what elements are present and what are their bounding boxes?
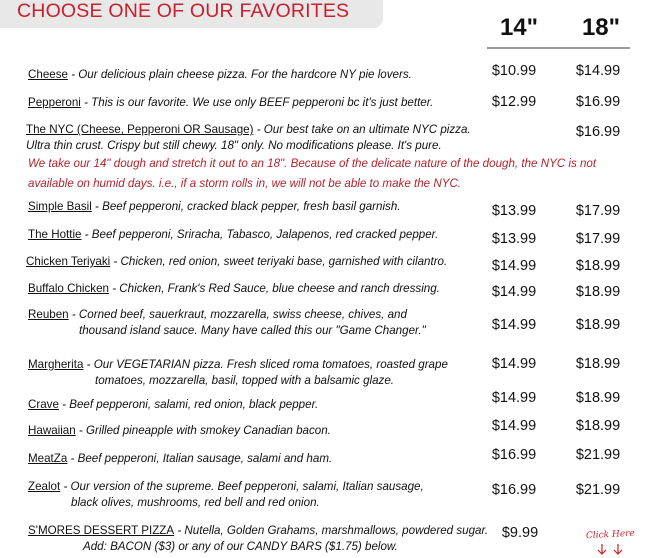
menu-item-pepperoni xyxy=(28,95,433,111)
item-desc: - This is our favorite. We use only BEEF pepperoni bc it's just better. xyxy=(80,96,434,109)
item-name: Chicken Teriyaki xyxy=(26,255,111,268)
item-name: S'MORES DESSERT PIZZA xyxy=(28,524,175,537)
price-18: $17.99 xyxy=(575,203,621,219)
down-arrows-icon[interactable] xyxy=(596,544,630,556)
item-desc: - Our delicious plain cheese pizza. For the hardcore NY pie lovers. xyxy=(67,68,412,81)
menu-item-simple-basil xyxy=(28,199,401,215)
menu-item-cheese xyxy=(28,67,412,83)
item-desc: - Beef pepperoni, Sriracha, Tabasco, Jalapenos, red cracked pepper. xyxy=(81,228,439,241)
item-desc: - Chicken, Frank's Red Sauce, blue cheese and ranch dressing. xyxy=(109,282,440,295)
price-14: $12.99 xyxy=(491,94,537,110)
item-name: The Hottie xyxy=(28,228,82,241)
nyc-note-line1: We take our 14" dough and stretch it out to an 18". Because of the delicate nature of the dough, the NYC is not xyxy=(28,157,597,170)
price-14: $14.99 xyxy=(491,317,537,333)
column-header-18: 18" xyxy=(581,14,621,41)
item-desc: - Our best take on an ultimate NYC pizza. xyxy=(253,123,471,136)
item-name: Reuben xyxy=(28,308,69,321)
item-desc-line2: Add: BACON ($3) or any of our CANDY BARS ($1.75) below. xyxy=(83,540,398,553)
item-name: Cheese xyxy=(28,68,68,81)
page-title: CHOOSE ONE OF OUR FAVORITES xyxy=(17,0,350,22)
price-18: $16.99 xyxy=(575,94,621,110)
price-18: $17.99 xyxy=(575,231,621,247)
item-desc: - Corned beef, sauerkraut, mozzarella, swiss cheese, chives, and xyxy=(68,308,407,321)
price-14: $16.99 xyxy=(491,447,537,463)
click-here-link[interactable]: Click Here xyxy=(585,528,636,542)
price-14: $14.99 xyxy=(491,284,537,300)
price-14: $14.99 xyxy=(491,418,537,434)
item-desc-line2: black olives, mushrooms, red bell and red onion. xyxy=(71,496,320,509)
item-name: Crave xyxy=(28,398,59,411)
price-18: $21.99 xyxy=(575,447,621,463)
price-14: $16.99 xyxy=(491,482,537,498)
item-name: Buffalo Chicken xyxy=(28,282,109,295)
price-18: $16.99 xyxy=(575,124,621,140)
column-divider xyxy=(487,47,630,49)
menu-item-crave xyxy=(28,397,318,413)
item-desc-line2: Ultra thin crust. Crispy but still chewy. 18" only. No modifications please. It's pure. xyxy=(26,139,442,152)
item-desc: - Our version of the supreme. Beef pepperoni, salami, Italian sausage, xyxy=(60,480,424,493)
item-desc: - Our VEGETARIAN pizza. Fresh sliced roma tomatoes, roasted grape xyxy=(83,358,448,371)
item-desc: - Beef pepperoni, salami, red onion, black pepper. xyxy=(58,398,319,411)
item-name: Pepperoni xyxy=(28,96,81,109)
price-18: $18.99 xyxy=(575,284,621,300)
menu-item-meatza xyxy=(28,451,332,467)
menu-item-the-nyc xyxy=(26,122,471,154)
price-18: $18.99 xyxy=(575,390,621,406)
item-desc: - Beef pepperoni, Italian sausage, salami and ham. xyxy=(67,452,333,465)
item-name: MeatZa xyxy=(28,452,68,465)
price-18: $21.99 xyxy=(575,482,621,498)
price-14: $14.99 xyxy=(491,356,537,372)
item-desc-line2: tomatoes, mozzarella, basil, topped with a balsamic glaze. xyxy=(95,374,395,387)
menu-item-smores-dessert-pizza xyxy=(28,523,488,555)
menu-item-the-hottie xyxy=(28,227,438,243)
price-14: $10.99 xyxy=(491,63,537,79)
price-18: $18.99 xyxy=(575,317,621,333)
item-desc: - Grilled pineapple with smokey Canadian bacon. xyxy=(75,424,331,437)
price-18: $18.99 xyxy=(575,418,621,434)
nyc-note-line2: available on humid days. i.e., if a storm rolls in, we will not be able to make the NYC. xyxy=(28,177,462,190)
menu-item-hawaiian xyxy=(28,423,331,439)
price-14: $14.99 xyxy=(491,390,537,406)
item-name: Hawaiian xyxy=(28,424,76,437)
price-14: $13.99 xyxy=(491,203,537,219)
item-desc: - Chicken, red onion, sweet teriyaki base, garnished with cilantro. xyxy=(110,255,448,268)
item-desc-line2: thousand island sauce. Many have called this our "Game Changer." xyxy=(79,324,426,337)
item-name: Margherita xyxy=(28,358,84,371)
item-name: The NYC (Cheese, Pepperoni OR Sausage) xyxy=(26,123,254,136)
price-14: $13.99 xyxy=(491,231,537,247)
price-14: $14.99 xyxy=(491,258,537,274)
item-name: Simple Basil xyxy=(28,200,92,213)
menu-item-chicken-teriyaki xyxy=(26,254,447,270)
price-18: $18.99 xyxy=(575,258,621,274)
menu-item-buffalo-chicken xyxy=(28,281,440,297)
item-desc: - Beef pepperoni, cracked black pepper, fresh basil garnish. xyxy=(91,200,401,213)
column-header-14: 14" xyxy=(499,14,539,41)
price-18: $14.99 xyxy=(575,63,621,79)
item-desc: - Nutella, Golden Grahams, marshmallows, powdered sugar. xyxy=(174,524,489,537)
price-18: $18.99 xyxy=(575,356,621,372)
menu-item-margherita xyxy=(28,357,448,389)
menu-item-reuben xyxy=(28,307,426,339)
menu-item-zealot xyxy=(28,479,424,511)
item-name: Zealot xyxy=(28,480,61,493)
price-14: $9.99 xyxy=(501,525,539,541)
